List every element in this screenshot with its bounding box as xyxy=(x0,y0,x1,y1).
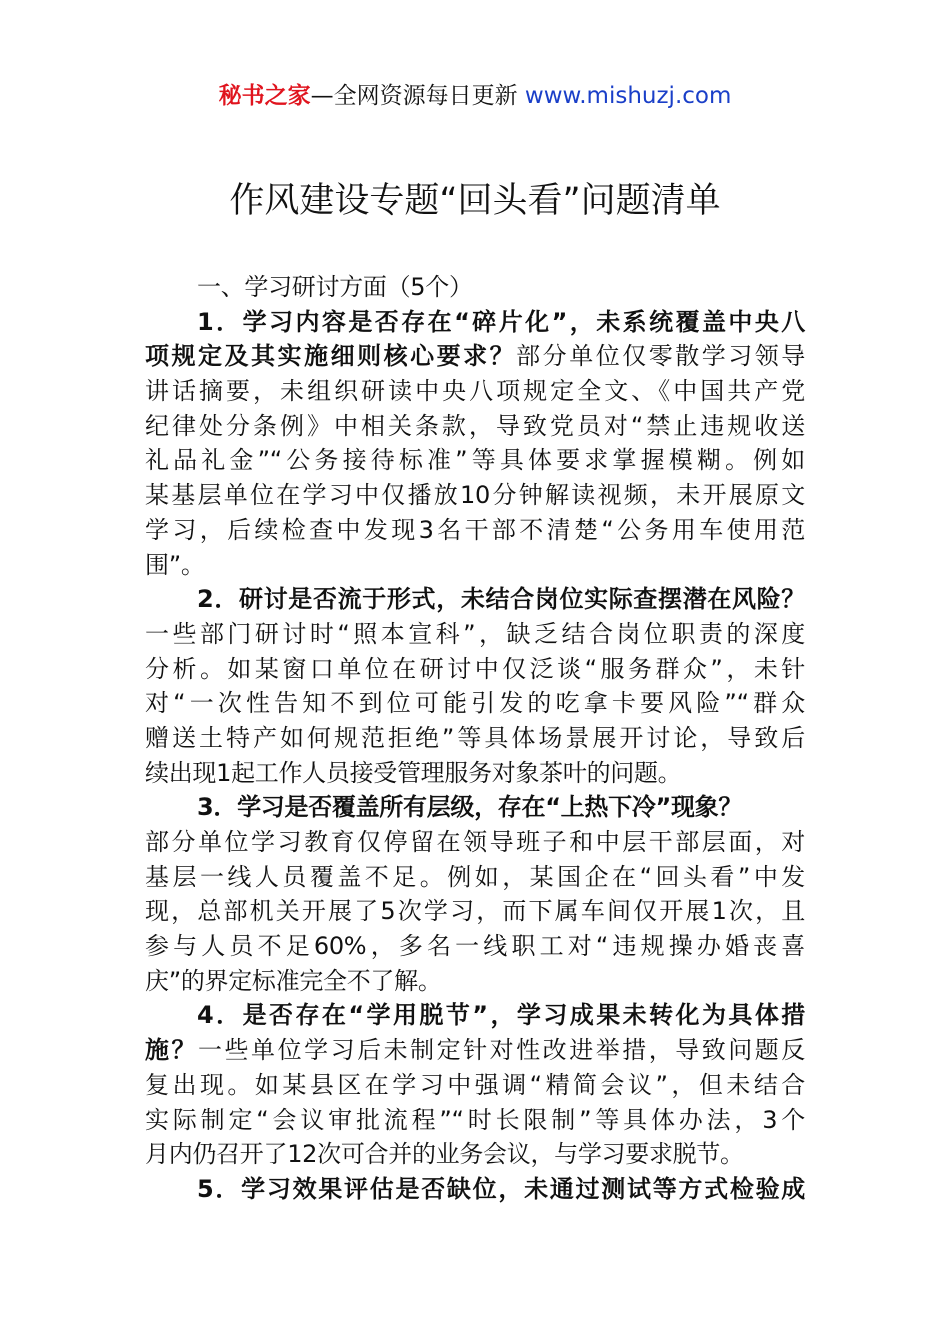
text-line xyxy=(145,443,805,478)
brand-name: 秘书之家 xyxy=(218,83,311,109)
text-line xyxy=(145,860,805,895)
body-text: 一些单位学习后未制定针对性改进举措，导致问题反 xyxy=(198,1036,805,1065)
site-url-link[interactable]: www.mishuzj.com xyxy=(524,83,732,109)
text-line xyxy=(145,964,805,999)
text-line xyxy=(145,409,805,444)
question-heading-text: 施？ xyxy=(145,1036,199,1065)
body-text: 分析。如某窗口单位在研讨中仅泛谈“服务群众”，未针 xyxy=(145,654,805,683)
body-text: 某基层单位在学习中仅播放10分钟解读视频，未开展原文 xyxy=(145,481,805,510)
body-text: 续出现1起工作人员接受管理服务对象茶叶的问题。 xyxy=(145,758,682,787)
text-line xyxy=(145,894,805,929)
text-line xyxy=(145,1137,805,1172)
text-line xyxy=(145,270,805,305)
body-text: 基层一线人员覆盖不足。例如，某国企在“回头看”中发 xyxy=(145,862,805,891)
text-line xyxy=(145,652,805,687)
question-heading-text: 5．学习效果评估是否缺位，未通过测试等方式检验成 xyxy=(197,1174,805,1203)
text-line xyxy=(145,721,805,756)
question-heading-text: 3．学习是否覆盖所有层级，存在“上热下冷”现象？ xyxy=(197,793,743,822)
body-text: 实际制定“会议审批流程”“时长限制”等具体办法，3个 xyxy=(145,1105,805,1134)
body-text: 部分单位学习教育仅停留在领导班子和中层干部层面，对 xyxy=(145,828,805,856)
body-text: 部分单位仅零散学习领导 xyxy=(516,342,805,371)
body-text: 一些部门研讨时“照本宣科”，缺乏结合岗位职责的深度 xyxy=(145,619,805,648)
question-heading-text: 4．是否存在“学用脱节”，学习成果未转化为具体措 xyxy=(197,1001,805,1030)
question-heading-text: 项规定及其实施细则核心要求？ xyxy=(145,342,517,371)
body-text: 讲话摘要，未组织研读中央八项规定全文、《中国共产党 xyxy=(145,377,805,406)
body-text: 现，总部机关开展了5次学习，而下属车间仅开展1次，且 xyxy=(145,897,805,926)
text-line xyxy=(145,1068,805,1103)
text-line xyxy=(145,929,805,964)
text-line xyxy=(145,305,805,340)
body-text: 庆”的界定标准完全不了解。 xyxy=(145,966,442,995)
body-text: 参与人员不足60%，多名一线职工对“违规操办婚丧喜 xyxy=(145,932,805,961)
text-line xyxy=(145,1172,805,1207)
body-text: 围”。 xyxy=(145,550,205,579)
text-line xyxy=(145,825,805,860)
body-text: 学习，后续检查中发现3名干部不清楚“公务用车使用范 xyxy=(145,515,805,544)
text-line xyxy=(145,374,805,409)
body-text: 赠送土特产如何规范拒绝”等具体场景展开讨论，导致后 xyxy=(145,723,805,752)
document-title: 作风建设专题“回头看”问题清单 xyxy=(229,181,721,221)
text-line xyxy=(145,686,805,721)
body-text: 礼品礼金”“公务接待标准”等具体要求掌握模糊。例如 xyxy=(145,446,805,475)
body-text: 月内仍召开了12次可合并的业务会议，与学习要求脱节。 xyxy=(145,1140,744,1169)
text-line xyxy=(145,582,805,617)
text-line xyxy=(145,339,805,374)
text-line xyxy=(145,1103,805,1138)
text-line xyxy=(145,756,805,791)
text-line xyxy=(145,617,805,652)
text-line xyxy=(145,548,805,583)
body-text: 一、学习研讨方面（5个） xyxy=(197,273,473,301)
body-text: 复出现。如某县区在学习中强调“精简会议”，但未结合 xyxy=(145,1070,805,1099)
question-heading-text: 1．学习内容是否存在“碎片化”，未系统覆盖中央八 xyxy=(197,307,805,336)
text-line xyxy=(145,998,805,1033)
body-text: 纪律处分条例》中相关条款，导致党员对“禁止违规收送 xyxy=(145,411,805,440)
text-line xyxy=(145,478,805,513)
site-header xyxy=(0,80,950,112)
question-heading-text: 2．研讨是否流于形式，未结合岗位实际查摆潜在风险？ xyxy=(197,585,805,614)
text-line xyxy=(145,513,805,548)
header-tagline: —全网资源每日更新 xyxy=(310,83,525,109)
text-line xyxy=(145,790,805,825)
body-text: 对“一次性告知不到位可能引发的吃拿卡要风险”“群众 xyxy=(145,689,805,718)
text-line xyxy=(145,1033,805,1068)
document-body xyxy=(145,270,805,1207)
